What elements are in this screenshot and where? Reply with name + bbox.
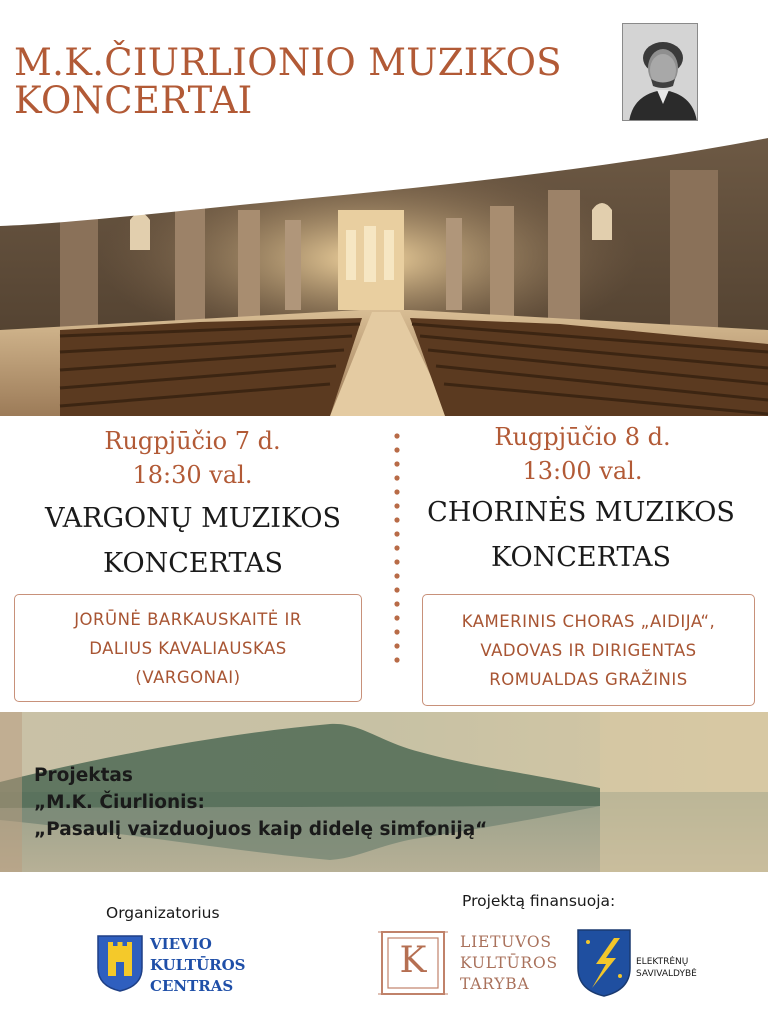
organizer-name: VIEVIO KULTŪROS CENTRAS (150, 935, 246, 995)
concert2-date: Rugpjūčio 8 d. (494, 423, 671, 451)
concert2-datetime (410, 420, 755, 488)
concert1-performers-box (14, 594, 362, 702)
funder-label: Projektą finansuoja: (462, 892, 616, 910)
concert2-title (398, 490, 764, 580)
concert2-performers: KAMERINIS CHORAS „AIDIJA“, VADOVAS IR DIRIGENTAS ROMUALDAS GRAŽINIS (461, 611, 716, 689)
project-title: Projektas „M.K. Čiurlionis: „Pasaulį vaizduojuos kaip didelę simfoniją“ (34, 765, 488, 840)
basilica-interior-photo (0, 130, 768, 416)
concert1-title-line-1: VARGONŲ MUZIKOS (44, 503, 342, 534)
concert1-date: Rugpjūčio 7 d. (104, 427, 281, 455)
concert1-datetime (20, 424, 365, 492)
poster-title (14, 41, 562, 122)
title-line-1: M.K.ČIURLIONIO MUZIKOS (14, 41, 562, 84)
concert1-title-line-2: KONCERTAS (103, 548, 283, 579)
composer-portrait (622, 23, 698, 121)
funder2-name: ELEKTRĖNŲ SAVIVALDYBĖ (636, 957, 697, 979)
elektrenai-coat-of-arms-icon (576, 928, 632, 998)
concert1-time: 18:30 val. (132, 461, 253, 489)
elektrenai-logo (576, 928, 632, 998)
vievio-kc-logo (96, 934, 144, 992)
lkt-letter: K (399, 940, 427, 981)
concert1-title (6, 496, 380, 586)
concert2-title-line-1: CHORINĖS MUZIKOS (427, 497, 735, 528)
title-line-2: KONCERTAI (14, 79, 253, 122)
concert2-time: 13:00 val. (522, 457, 643, 485)
concert2-title-line-2: KONCERTAS (491, 542, 671, 573)
vievio-coat-of-arms-icon (96, 934, 144, 992)
lkt-logo (378, 928, 448, 998)
portrait-illustration (623, 24, 698, 121)
organizer-label: Organizatorius (106, 904, 220, 922)
concert2-performers-box (422, 594, 755, 706)
concert1-performers: JORŪNĖ BARKAUSKAITĖ IR DALIUS KAVALIAUSKAS (VARGONAI) (74, 609, 302, 687)
funder1-name: LIETUVOS KULTŪROS TARYBA (460, 933, 558, 993)
